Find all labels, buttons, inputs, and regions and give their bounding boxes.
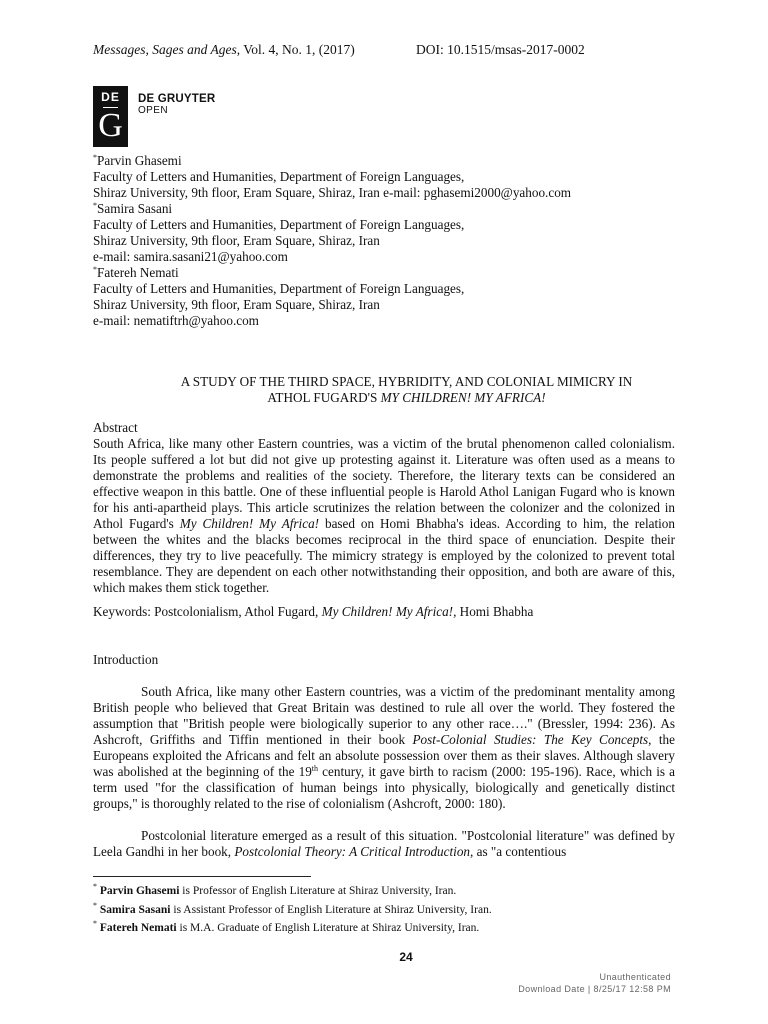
footnote-1 — [93, 884, 456, 898]
author-2-name-line — [93, 201, 172, 217]
logo-g-letter: G — [98, 107, 123, 144]
introduction-paragraph-1 — [93, 684, 675, 812]
author-marker: * — [93, 265, 97, 274]
footnote-2 — [93, 903, 492, 917]
journal-name: Messages, Sages and Ages — [93, 42, 237, 57]
author-3-name: Fatereh Nemati — [97, 265, 179, 280]
intro-text-1b: , the Europeans exploited the Africans and felt an absolute possession over them as their slaves. Although slavery was abolished at the beginning of the 19 — [93, 732, 675, 779]
author-3-email: e-mail: nematiftrh@yahoo.com — [93, 313, 259, 328]
author-marker: * — [93, 153, 97, 162]
watermark-unauthenticated: Unauthenticated — [599, 972, 671, 982]
footnote-3-name: Fatereh Nemati — [99, 922, 177, 934]
watermark-download-date: Download Date | 8/25/17 12:58 PM — [518, 984, 671, 994]
abstract-text-1: South Africa, like many other Eastern countries, was a victim of the brutal phenomenon called colonialism. Its people suffered a lot but did not give up protesting against it. Literature was often used as a means to demonstrate the problems and realities of the society. Therefore, the literary texts can be considered an effective weapon in this battle. One of these influential people is Harold Athol Lanigan Fugard who is known for his anti-apartheid plays. This article scrutinizes the relation between the colonizer and the colonized in Athol Fugard's — [93, 436, 675, 531]
footnote-rule — [93, 876, 311, 877]
doi: DOI: 10.1515/msas-2017-0002 — [416, 42, 585, 57]
footnote-marker: * — [93, 919, 97, 928]
footnote-2-text: is Assistant Professor of English Literature at Shiraz University, Iran. — [170, 904, 492, 916]
intro-text-1c: century, it gave birth to racism (2000: 195-196). Race, which is a term used "for the classification of human beings into physically, biologically and genetically distinct groups," is thoroughly related to the rise of colonialism (Ashcroft, 2000: 180). — [93, 764, 676, 811]
author-marker: * — [93, 201, 97, 210]
abstract-play-title: My Children! My Africa! — [179, 516, 320, 531]
journal-volume: , Vol. 4, No. 1, (2017) — [236, 42, 355, 57]
page-number: 24 — [399, 950, 413, 964]
intro-superscript: th — [311, 764, 319, 773]
author-1-name-line — [93, 153, 182, 169]
footnote-marker: * — [93, 882, 97, 891]
footnote-1-name: Parvin Ghasemi — [99, 885, 180, 897]
journal-citation — [93, 42, 355, 58]
author-1-name: Parvin Ghasemi — [97, 153, 182, 168]
footnote-2-name: Samira Sasani — [99, 904, 171, 916]
introduction-heading: Introduction — [93, 652, 159, 667]
footnote-3 — [93, 921, 479, 935]
author-1-address: Shiraz University, 9th floor, Eram Square, Shiraz, Iran e-mail: pghasemi2000@yahoo.com — [93, 185, 572, 200]
paper-title-line-1: A STUDY OF THE THIRD SPACE, HYBRIDITY, AND COLONIAL MIMICRY IN — [180, 374, 633, 389]
abstract-body — [93, 436, 675, 596]
keywords-italic: My Children! My Africa!, — [321, 604, 457, 619]
abstract-text-2: based on Homi Bhabha's ideas. According to him, the relation between the whites and the blacks becomes reciprocal in the third space of enunciation. Despite their differences, they try to live peacefully. The mimicry strategy is employed by the colonized to prevent total resemblance. They are dependent on each other notwithstanding their opposition, and both are aware of this, which makes them stick together. — [93, 516, 675, 595]
intro-book-title-2: Postcolonial Theory: A Critical Introduction, — [234, 844, 474, 859]
author-1-affiliation: Faculty of Letters and Humanities, Department of Foreign Languages, — [93, 169, 465, 184]
author-3-address: Shiraz University, 9th floor, Eram Square, Shiraz, Iran — [93, 297, 380, 312]
logo-de-text: DE — [101, 90, 120, 104]
paper-title-line-2 — [93, 390, 720, 406]
author-2-name: Samira Sasani — [97, 201, 173, 216]
publisher-name: DE GRUYTER — [138, 93, 216, 105]
title-plain: ATHOL FUGARD'S — [267, 390, 381, 405]
author-3-affiliation: Faculty of Letters and Humanities, Department of Foreign Languages, — [93, 281, 465, 296]
author-2-email: e-mail: samira.sasani21@yahoo.com — [93, 249, 288, 264]
intro-book-title: Post-Colonial Studies: The Key Concepts — [412, 732, 649, 747]
publisher-sub: OPEN — [138, 105, 168, 116]
intro-text-2a: Postcolonial literature emerged as a result of this situation. "Postcolonial literature" was defined by Leela Gandhi in her book, — [93, 828, 675, 859]
keywords — [93, 604, 533, 620]
intro-text-2b: as "a contentious — [473, 844, 567, 859]
keywords-tail: Homi Bhabha — [456, 604, 534, 619]
intro-text-1a: South Africa, like many other Eastern countries, was a victim of the predominant mentality among British people who believed that Great Britain was destined to rule all over the world. They fostered the assumption that "British people were biologically superior to any other race…." (Bressler, 1994: 236). As Ashcroft, Griffiths and Tiffin mentioned in their book — [93, 684, 675, 747]
introduction-paragraph-2 — [93, 828, 675, 860]
author-3-name-line — [93, 265, 179, 281]
keywords-lead: Keywords: Postcolonialism, Athol Fugard, — [93, 604, 322, 619]
footnote-1-text: is Professor of English Literature at Shiraz University, Iran. — [179, 885, 457, 897]
author-2-affiliation: Faculty of Letters and Humanities, Department of Foreign Languages, — [93, 217, 465, 232]
footnote-marker: * — [93, 901, 97, 910]
title-italic: MY CHILDREN! MY AFRICA! — [380, 390, 546, 405]
footnote-3-text: is M.A. Graduate of English Literature at Shiraz University, Iran. — [176, 922, 480, 934]
publisher-logo — [93, 86, 128, 147]
author-2-address: Shiraz University, 9th floor, Eram Square, Shiraz, Iran — [93, 233, 380, 248]
abstract-heading: Abstract — [93, 420, 138, 435]
